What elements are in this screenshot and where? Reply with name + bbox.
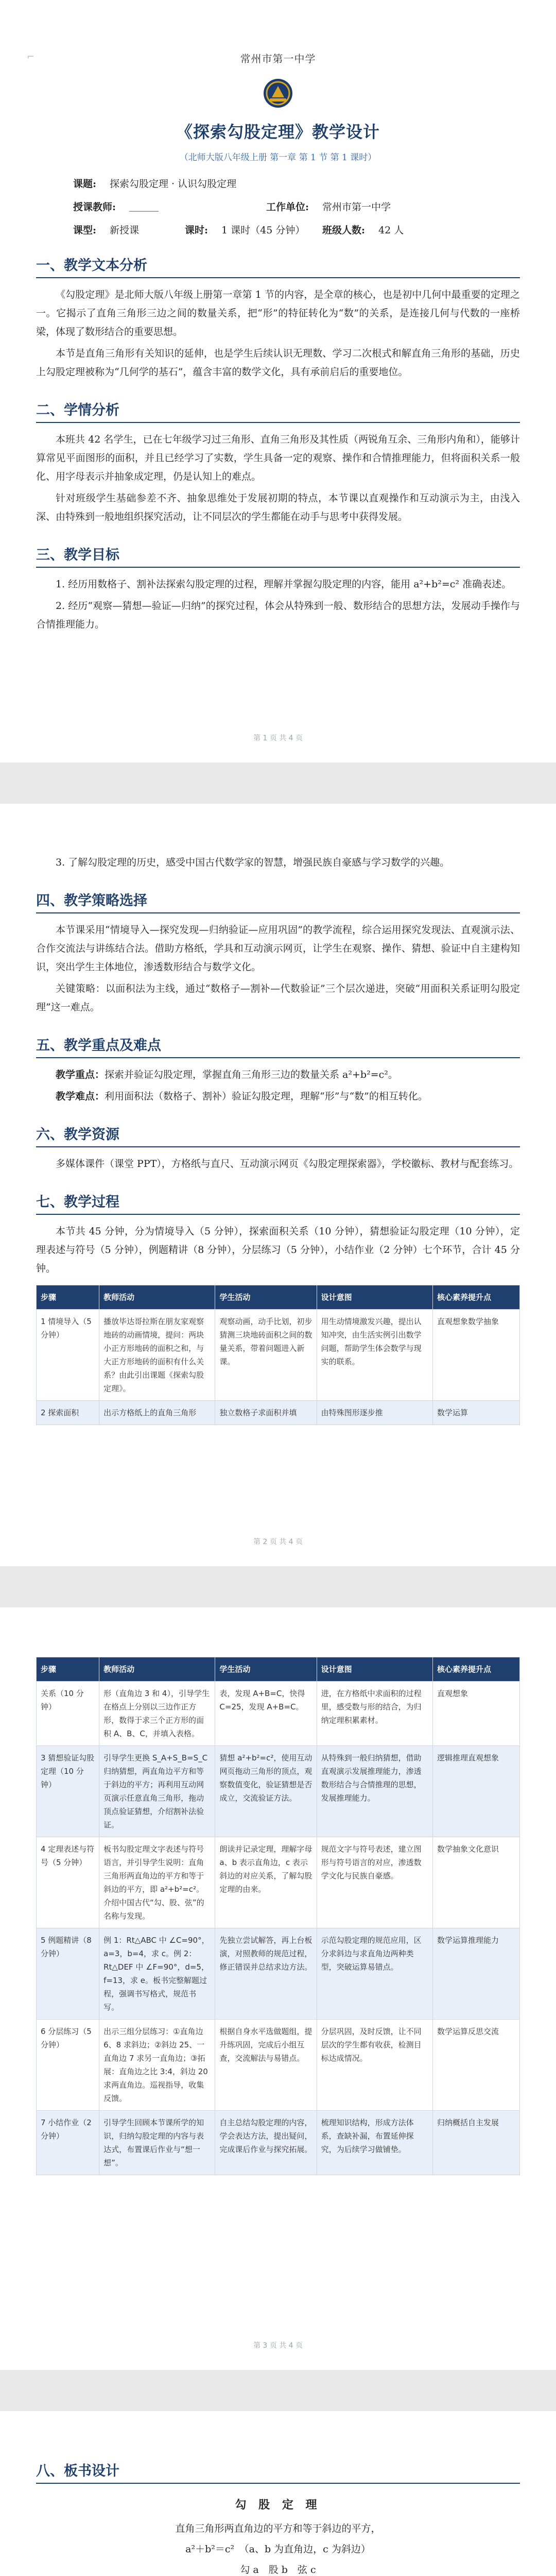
table-cell: 由特殊图形逐步推 — [317, 1401, 432, 1425]
key-point — [36, 1065, 520, 1084]
board-theorem-formula: a²＋b²＝c² （a、b 为直角边，c 为斜边） — [185, 2544, 371, 2555]
org-label: 工作单位: — [266, 201, 309, 213]
section-title-resources: 六、教学资源 — [36, 1123, 520, 1147]
table-cell: 6 分层练习（5 分钟） — [37, 2020, 99, 2111]
section-title-text-analysis: 一、教学文本分析 — [36, 254, 520, 278]
table-header-cell: 学生活动 — [215, 1285, 317, 1310]
section-title-strategy: 四、教学策略选择 — [36, 889, 520, 913]
table-cell: 表，发现 A+B=C，快得 C=25，发现 A+B=C。 — [215, 1682, 317, 1746]
table-cell: 直观想象 — [432, 1682, 519, 1746]
type-value: 新授课 — [110, 225, 140, 236]
objective-3: 3. 了解勾股定理的历史，感受中国古代数学家的智慧，增强民族自豪感与学习数学的兴趣。 — [56, 857, 450, 868]
table-header-cell: 学生活动 — [215, 1657, 317, 1682]
table-cell: 归纳概括自主发展 — [432, 2111, 519, 2175]
teacher-value: ＿＿＿ — [129, 201, 159, 213]
table-header-row — [37, 1285, 520, 1310]
section-title-objectives: 三、教学目标 — [36, 544, 520, 568]
difficult-point-text: 利用面积法（数格子、割补）验证勾股定理，理解“形”与“数”的相互转化。 — [105, 1091, 428, 1102]
table-cell: 逻辑推理直观想象 — [432, 1746, 519, 1837]
meta-row-teacher — [73, 199, 520, 213]
table-cell: 3 猜想验证勾股定理（10 分钟） — [37, 1746, 99, 1837]
process-table-part-1 — [36, 1285, 520, 1425]
table-cell: 数学运算 — [432, 1401, 519, 1425]
table-cell: 自主总结勾股定理的内容，学会表达方法，提出疑问，完成课后作业与探究拓展。 — [215, 2111, 317, 2175]
table-cell: 数学抽象文化意识 — [432, 1837, 519, 1928]
meta-row-topic — [73, 176, 520, 190]
table-cell: 根据自身水平选做题组，提升练巩固，完成后小组互查，交流解法与易错点。 — [215, 2020, 317, 2111]
table-cell: 数学运算推理能力 — [432, 1928, 519, 2020]
corner-crop-mark: ⌐ — [27, 52, 35, 62]
text-analysis-para-1: 《勾股定理》是北师大版八年级上册第一章第 1 节的内容，是全章的核心，也是初中几何中最重要的定理之一。它揭示了直角三角形三边之间的数量关系，把“形”的特征转化为“数”的关系，是连接几何与代数的一座桥梁，体现了数形结合的重要思想。 — [36, 289, 520, 337]
school-name: 常州市第一中学 — [240, 53, 316, 65]
table-cell: 猜想 a²+b²=c²，使用互动网页拖动三角形的顶点，观察数值变化，验证猜想是否成立，交流验证方法。 — [215, 1746, 317, 1837]
board-theorem-text: 直角三角形两直角边的平方和等于斜边的平方， — [175, 2523, 381, 2534]
page-4 — [0, 2411, 556, 2576]
key-point-label: 教学重点： — [56, 1069, 105, 1080]
teacher-label: 授课教师: — [73, 201, 116, 213]
objective-1: 1. 经历用数格子、割补法探索勾股定理的过程，理解并掌握勾股定理的内容，能用 a²+b²=c² 准确表述。 — [56, 579, 512, 590]
table-cell: 关系（10 分钟） — [37, 1682, 99, 1746]
type-label: 课型: — [73, 225, 97, 236]
class-size-value: 42 人 — [378, 225, 404, 236]
objective-2: 2. 经历“观察—猜想—验证—归纳”的探究过程，体会从特殊到一般、数形结合的思想方法，发展动手操作与合情推理能力。 — [36, 600, 520, 630]
table-header-cell: 核心素养提升点 — [432, 1285, 519, 1310]
table-cell: 4 定理表述与符号（5 分钟） — [37, 1837, 99, 1928]
table-cell: 分层巩固，及时反馈，让不同层次的学生都有收获，检测目标达成情况。 — [317, 2020, 432, 2111]
table-cell: 直观想象数学抽象 — [432, 1310, 519, 1401]
table-cell: 梳理知识结构，形成方法体系，查缺补漏，布置延伸探究，为后续学习做铺垫。 — [317, 2111, 432, 2175]
table-cell: 形（直角边 3 和 4），引导学生在格点上分别以三边作正方形，数得于求三个正方形的面积 A、B、C，并填入表格。 — [99, 1682, 215, 1746]
table-cell: 先独立尝试解答，再上台板演，对照教师的规范过程，修正错误并总结求边方法。 — [215, 1928, 317, 2020]
strategy-para-1: 本节课采用“情境导入—探究发现—归纳验证—应用巩固”的教学流程，综合运用探究发现法、直观演示法、合作交流法与讲练结合法。借助方格纸，学具和互动演示网页，让学生在观察、操作、猜想、验证中自主建构知识，突出学生主体地位，渗透数形结合与数学文化。 — [36, 924, 520, 973]
org-value: 常州市第一中学 — [322, 201, 391, 213]
table-cell: 7 小结作业（2 分钟） — [37, 2111, 99, 2175]
table-cell: 板书勾股定理文字表述与符号语言，并引导学生说明：直角三角形两直角边的平方和等于斜边的平方，即 a²+b²=c²。介绍中国古代“勾、股、弦”的名称与发现。 — [99, 1837, 215, 1928]
learner-analysis-para-1: 本班共 42 名学生，已在七年级学习过三角形、直角三角形及其性质（两锐角互余、三角形内角和），能够计算常见平面图形的面积，并且已经学习了实数，学生具备一定的观察、操作和合情推理能力，但将面积关系一般化、用字母表示并抽象成定理，仍是认知上的难点。 — [36, 434, 520, 482]
table-row — [37, 1746, 520, 1837]
page-number: 第 2 页 共 4 页 — [253, 1538, 303, 1546]
table-header-cell: 步骤 — [37, 1285, 99, 1310]
process-table-part-2 — [36, 1657, 520, 2175]
section-title-learner-analysis: 二、学情分析 — [36, 399, 520, 423]
table-cell: 播放毕达哥拉斯在朋友家观察地砖的动画情境，提问：两块小正方形地砖的面积之和，与大正方形地砖的面积有什么关系？由此引出课题《探索勾股定理》。 — [99, 1310, 215, 1401]
page-1 — [0, 0, 556, 762]
table-cell: 数学运算反思交流 — [432, 2020, 519, 2111]
section-title-process: 七、教学过程 — [36, 1191, 520, 1215]
text-analysis-para-2: 本节是直角三角形有关知识的延伸，也是学生后续认识无理数、学习二次根式和解直角三角形的基础，历史上勾股定理被称为“几何学的基石”，蕴含丰富的数学文化，具有承前启后的重要地位。 — [36, 348, 520, 378]
table-cell: 从特殊到一般归纳猜想，借助直观演示发展推理能力，渗透数形结合与合情推理的思想，发展推理能力。 — [317, 1746, 432, 1837]
strategy-para-2: 关键策略：以面积法为主线，通过“数格子—割补—代数验证”三个层次递进，突破“用面积关系证明勾股定理”这一难点。 — [36, 983, 520, 1013]
topic-label: 课题: — [73, 178, 97, 190]
table-header-cell: 教师活动 — [99, 1285, 215, 1310]
table-cell: 示范勾股定理的规范应用，区分求斜边与求直角边两种类型，突破运算易错点。 — [317, 1928, 432, 2020]
school-emblem-icon — [259, 77, 297, 110]
process-intro-para: 本节共 45 分钟，分为情境导入（5 分钟），探索面积关系（10 分钟），猜想验证勾股定理（10 分钟），定理表述与符号（5 分钟），例题精讲（8 分钟），分层练习（5 分钟），小结作业（2 分钟）七个环节，合计 45 分钟。 — [36, 1226, 520, 1274]
page-number: 第 3 页 共 4 页 — [253, 2342, 303, 2350]
table-header-cell: 设计意图 — [317, 1285, 432, 1310]
table-cell: 独立数格子求面积并填 — [215, 1401, 317, 1425]
table-row — [37, 1928, 520, 2020]
table-row — [37, 1682, 520, 1746]
difficult-point-label: 教学难点： — [56, 1091, 105, 1102]
table-row — [37, 1310, 520, 1401]
table-cell: 1 情境导入（5 分钟） — [37, 1310, 99, 1401]
key-point-text: 探索并验证勾股定理，掌握直角三角形三边的数量关系 a²+b²=c²。 — [105, 1069, 398, 1080]
table-cell: 引导学生回顾本节课所学的知识，归纳勾股定理的内容与表达式，布置课后作业与“想一想”。 — [99, 2111, 215, 2175]
board-title: 勾 股 定 理 — [235, 2498, 321, 2512]
resources-para: 多媒体课件（课堂 PPT），方格纸与直尺、互动演示网页《勾股定理探索器》，学校徽标、教材与配套练习。 — [56, 1158, 519, 1170]
table-cell: 出示三组分层练习：①直角边 6、8 求斜边；②斜边 25、一直角边 7 求另一直角边；③拓展：直角边之比 3:4，斜边 20 求两直角边。巡视指导，收集反馈。 — [99, 2020, 215, 2111]
document-subtitle: （北师大版八年级上册 第一章 第 1 节 第 1 课时） — [179, 152, 377, 163]
meta-row-class — [73, 223, 520, 236]
table-cell: 出示方格纸上的直角三角形 — [99, 1401, 215, 1425]
table-row — [37, 2111, 520, 2175]
table-cell: 5 例题精讲（8 分钟） — [37, 1928, 99, 2020]
table-row — [37, 2020, 520, 2111]
table-header-row — [37, 1657, 520, 1682]
table-cell: 用生动情境激发兴趣，提出认知冲突，由生活实例引出数学问题，帮助学生体会数学与现实的联系。 — [317, 1310, 432, 1401]
topic-value: 探索勾股定理 · 认识勾股定理 — [110, 178, 237, 190]
section-title-board-design: 八、板书设计 — [36, 2460, 520, 2484]
hours-value: 1 课时（45 分钟） — [221, 225, 305, 236]
hours-label: 课时: — [185, 225, 208, 236]
table-cell: 例 1：Rt△ABC 中 ∠C=90°，a=3，b=4，求 c。例 2：Rt△DEF 中 ∠F=90°，d=5，f=13，求 e。板书完整解题过程，强调书写格式，规范书写。 — [99, 1928, 215, 2020]
document-title: 《探索勾股定理》教学设计 — [176, 122, 380, 142]
table-row — [37, 1837, 520, 1928]
table-header-cell: 核心素养提升点 — [432, 1657, 519, 1682]
section-title-key-difficult: 五、教学重点及难点 — [36, 1034, 520, 1058]
table-cell: 朗读并记录定理，理解字母 a、b 表示直角边，c 表示斜边的对应关系，了解勾股定理的由来。 — [215, 1837, 317, 1928]
table-cell: 观察动画，动手比划，初步猜测三块地砖面积之间的数量关系，带着问题进入新课。 — [215, 1310, 317, 1401]
table-cell: 引导学生更换 S_A+S_B=S_C 归纳猜想，两直角边平方和等于斜边的平方；再利用互动网页演示任意直角三角形，拖动顶点验证猜想，介绍割补法验证。 — [99, 1746, 215, 1837]
table-header-cell: 教师活动 — [99, 1657, 215, 1682]
table-row — [37, 1401, 520, 1425]
page-number: 第 1 页 共 4 页 — [253, 734, 303, 742]
table-cell: 2 探索面积 — [37, 1401, 99, 1425]
difficult-point — [36, 1087, 520, 1106]
table-cell: 规范文字与符号表述，建立图形与符号语言的对应，渗透数学文化与民族自豪感。 — [317, 1837, 432, 1928]
class-size-label: 班级人数: — [322, 225, 366, 236]
table-cell: 进，在方格纸中求面积的过程里，感受数与形的结合，为归纳定理积累素材。 — [317, 1682, 432, 1746]
table-header-cell: 步骤 — [37, 1657, 99, 1682]
board-names: 勾 a 股 b 弦 c — [240, 2564, 316, 2575]
learner-analysis-para-2: 针对班级学生基础参差不齐、抽象思维处于发展初期的特点，本节课以直观操作和互动演示为主，由浅入深、由特殊到一般地组织探究活动，让不同层次的学生都能在动手与思考中获得发展。 — [36, 493, 520, 522]
page-3 — [0, 1607, 556, 2370]
page-2 — [0, 804, 556, 1566]
table-header-cell: 设计意图 — [317, 1657, 432, 1682]
